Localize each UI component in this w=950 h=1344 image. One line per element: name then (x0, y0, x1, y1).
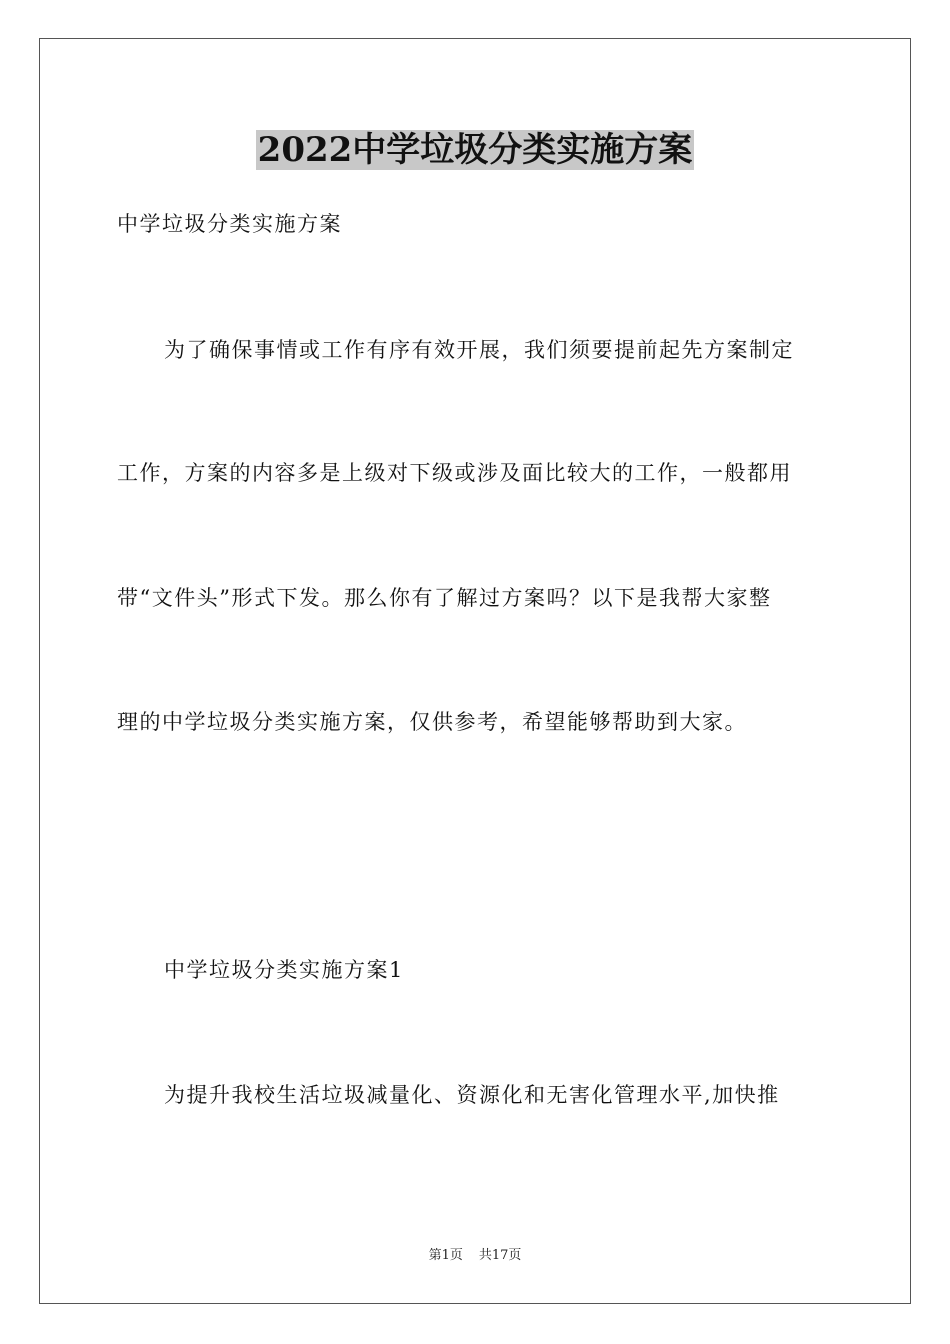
section-heading: 中学垃圾分类实施方案1 (164, 958, 404, 982)
intro-line-4: 理的中学垃圾分类实施方案，仅供参考，希望能够帮助到大家。 (117, 710, 747, 734)
page-number-current: 第1页 (428, 1248, 463, 1263)
page-number-total: 共17页 (478, 1248, 522, 1263)
intro-line-1: 为了确保事情或工作有序有效开展，我们须要提前起先方案制定 (164, 338, 794, 362)
document-title (0, 126, 950, 174)
intro-line-3: 带“文件头”形式下发。那么你有了解过方案吗？以下是我帮大家整 (117, 586, 772, 610)
intro-line-2: 工作，方案的内容多是上级对下级或涉及面比较大的工作，一般都用 (117, 461, 792, 485)
page-footer (0, 1247, 950, 1265)
document-title-text: 2022中学垃圾分类实施方案 (257, 130, 693, 170)
section-line-1: 为提升我校生活垃圾减量化、资源化和无害化管理水平,加快推 (164, 1083, 780, 1107)
document-subtitle: 中学垃圾分类实施方案 (117, 212, 342, 236)
